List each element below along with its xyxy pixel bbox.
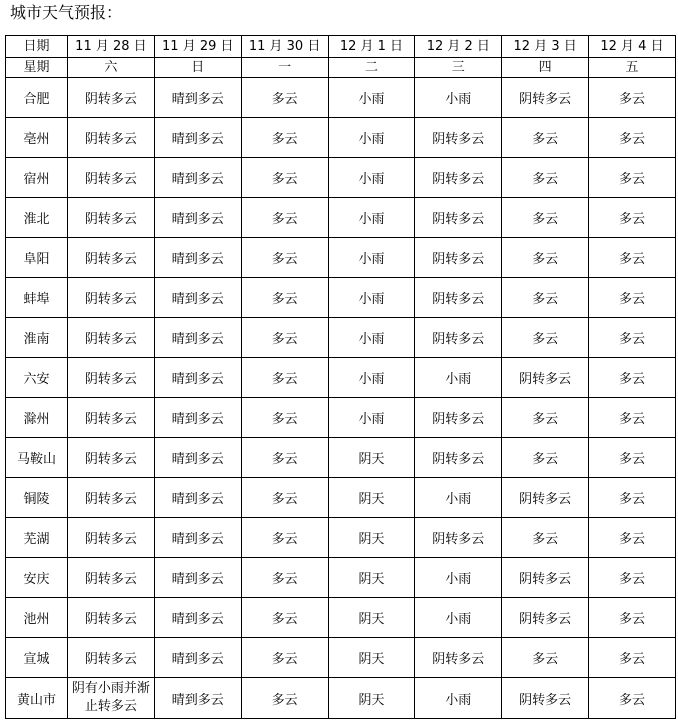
forecast-cell: 阴转多云 [68,558,155,598]
forecast-cell: 晴到多云 [154,638,241,678]
forecast-cell: 阴转多云 [502,678,589,719]
table-row [6,678,676,719]
forecast-cell: 多云 [589,238,676,278]
forecast-cell: 多云 [502,398,589,438]
weekday-header-cell: 三 [415,58,502,78]
forecast-cell: 多云 [241,518,328,558]
forecast-cell: 多云 [241,78,328,118]
date-header-cell: 12 月 3 日 [502,36,589,58]
forecast-cell: 多云 [502,198,589,238]
weather-forecast-table [5,35,676,719]
weekday-header-row [6,58,676,78]
forecast-cell: 晴到多云 [154,438,241,478]
forecast-cell: 晴到多云 [154,238,241,278]
city-name-cell: 亳州 [6,118,68,158]
forecast-cell: 阴转多云 [415,318,502,358]
forecast-cell: 多云 [241,438,328,478]
forecast-cell: 多云 [589,558,676,598]
table-row [6,198,676,238]
table-row [6,398,676,438]
city-name-cell: 淮北 [6,198,68,238]
forecast-cell: 多云 [502,518,589,558]
city-name-cell: 马鞍山 [6,438,68,478]
weekday-header-cell: 日 [154,58,241,78]
forecast-cell: 阴天 [328,678,415,719]
forecast-cell: 多云 [502,638,589,678]
forecast-cell: 多云 [241,118,328,158]
forecast-cell: 多云 [589,478,676,518]
forecast-cell: 晴到多云 [154,398,241,438]
forecast-cell: 小雨 [328,318,415,358]
forecast-cell: 多云 [241,318,328,358]
forecast-cell: 多云 [241,638,328,678]
city-name-cell: 铜陵 [6,478,68,518]
forecast-cell: 阴转多云 [68,598,155,638]
forecast-cell: 阴转多云 [415,278,502,318]
forecast-cell: 阴转多云 [502,358,589,398]
date-header-cell: 12 月 1 日 [328,36,415,58]
forecast-cell: 晴到多云 [154,598,241,638]
forecast-cell: 阴转多云 [68,478,155,518]
city-name-cell: 合肥 [6,78,68,118]
forecast-cell: 多云 [589,518,676,558]
forecast-cell: 小雨 [415,478,502,518]
city-name-cell: 池州 [6,598,68,638]
forecast-cell: 阴转多云 [502,78,589,118]
forecast-cell: 阴天 [328,438,415,478]
date-header-label: 日期 [6,36,68,58]
forecast-cell: 多云 [241,398,328,438]
forecast-cell: 阴转多云 [68,238,155,278]
weekday-header-label: 星期 [6,58,68,78]
forecast-cell: 多云 [241,158,328,198]
forecast-cell: 小雨 [415,678,502,719]
forecast-cell: 阴转多云 [415,158,502,198]
forecast-cell: 阴转多云 [415,518,502,558]
forecast-cell: 晴到多云 [154,118,241,158]
forecast-cell: 阴转多云 [68,438,155,478]
table-row [6,438,676,478]
forecast-cell: 多云 [589,598,676,638]
date-header-cell: 12 月 2 日 [415,36,502,58]
forecast-cell: 多云 [589,638,676,678]
forecast-cell: 小雨 [328,198,415,238]
city-name-cell: 宣城 [6,638,68,678]
table-row [6,638,676,678]
forecast-cell: 多云 [589,438,676,478]
table-row [6,158,676,198]
city-name-cell: 宿州 [6,158,68,198]
forecast-cell: 晴到多云 [154,478,241,518]
forecast-cell: 多云 [589,358,676,398]
table-row [6,118,676,158]
forecast-cell: 阴有小雨并渐止转多云 [68,678,155,719]
forecast-cell: 小雨 [415,78,502,118]
date-header-cell: 12 月 4 日 [589,36,676,58]
forecast-cell: 阴转多云 [502,598,589,638]
table-row [6,558,676,598]
table-row [6,278,676,318]
forecast-cell: 小雨 [328,158,415,198]
forecast-cell: 阴天 [328,598,415,638]
forecast-cell: 阴转多云 [68,118,155,158]
forecast-cell: 阴转多云 [68,318,155,358]
forecast-cell: 多云 [502,278,589,318]
forecast-cell: 多云 [589,398,676,438]
forecast-cell: 晴到多云 [154,518,241,558]
city-name-cell: 淮南 [6,318,68,358]
forecast-cell: 小雨 [328,238,415,278]
table-row [6,478,676,518]
forecast-cell: 小雨 [328,398,415,438]
weekday-header-cell: 六 [68,58,155,78]
forecast-cell: 多云 [502,118,589,158]
city-name-cell: 六安 [6,358,68,398]
forecast-cell: 阴转多云 [68,398,155,438]
forecast-cell: 多云 [502,238,589,278]
date-header-cell: 11 月 29 日 [154,36,241,58]
table-row [6,238,676,278]
forecast-cell: 多云 [589,158,676,198]
forecast-cell: 小雨 [415,558,502,598]
forecast-cell: 阴转多云 [68,198,155,238]
forecast-cell: 多云 [241,558,328,598]
forecast-cell: 晴到多云 [154,278,241,318]
forecast-cell: 晴到多云 [154,78,241,118]
weekday-header-cell: 四 [502,58,589,78]
forecast-cell: 阴转多云 [415,398,502,438]
city-name-cell: 安庆 [6,558,68,598]
forecast-cell: 阴转多云 [502,478,589,518]
forecast-cell: 多云 [502,438,589,478]
table-row [6,318,676,358]
forecast-cell: 晴到多云 [154,558,241,598]
city-name-cell: 黄山市 [6,678,68,719]
forecast-cell: 多云 [241,358,328,398]
forecast-cell: 多云 [241,278,328,318]
forecast-cell: 晴到多云 [154,358,241,398]
forecast-cell: 晴到多云 [154,678,241,719]
date-header-cell: 11 月 28 日 [68,36,155,58]
forecast-cell: 多云 [241,678,328,719]
forecast-cell: 多云 [241,598,328,638]
forecast-cell: 阴转多云 [68,638,155,678]
forecast-cell: 阴转多云 [415,438,502,478]
forecast-cell: 多云 [589,78,676,118]
forecast-cell: 阴转多云 [502,558,589,598]
forecast-cell: 多云 [241,478,328,518]
weekday-header-cell: 一 [241,58,328,78]
table-row [6,358,676,398]
forecast-cell: 阴转多云 [68,78,155,118]
forecast-cell: 阴天 [328,478,415,518]
city-name-cell: 阜阳 [6,238,68,278]
date-header-cell: 11 月 30 日 [241,36,328,58]
city-name-cell: 蚌埠 [6,278,68,318]
forecast-cell: 阴转多云 [68,358,155,398]
forecast-cell: 小雨 [328,278,415,318]
forecast-cell: 多云 [589,118,676,158]
forecast-cell: 阴转多云 [68,518,155,558]
forecast-cell: 阴转多云 [415,198,502,238]
forecast-cell: 小雨 [415,358,502,398]
forecast-cell: 晴到多云 [154,318,241,358]
weekday-header-cell: 五 [589,58,676,78]
forecast-cell: 多云 [589,318,676,358]
forecast-cell: 小雨 [328,358,415,398]
forecast-cell: 晴到多云 [154,198,241,238]
table-row [6,78,676,118]
forecast-cell: 阴天 [328,638,415,678]
weekday-header-cell: 二 [328,58,415,78]
forecast-cell: 多云 [241,198,328,238]
forecast-cell: 小雨 [415,598,502,638]
forecast-cell: 晴到多云 [154,158,241,198]
table-row [6,518,676,558]
forecast-cell: 阴转多云 [68,158,155,198]
date-header-row [6,36,676,58]
page-title: 城市天气预报： [10,3,123,22]
forecast-cell: 阴天 [328,518,415,558]
city-name-cell: 滁州 [6,398,68,438]
forecast-cell: 多云 [589,198,676,238]
forecast-cell: 多云 [502,318,589,358]
forecast-cell: 多云 [241,238,328,278]
forecast-cell: 阴转多云 [68,278,155,318]
forecast-cell: 多云 [502,158,589,198]
forecast-cell: 阴转多云 [415,238,502,278]
forecast-cell: 阴转多云 [415,638,502,678]
table-row [6,598,676,638]
forecast-cell: 小雨 [328,78,415,118]
forecast-cell: 多云 [589,278,676,318]
city-name-cell: 芜湖 [6,518,68,558]
forecast-cell: 多云 [589,678,676,719]
forecast-cell: 小雨 [328,118,415,158]
forecast-cell: 阴转多云 [415,118,502,158]
forecast-cell: 阴天 [328,558,415,598]
